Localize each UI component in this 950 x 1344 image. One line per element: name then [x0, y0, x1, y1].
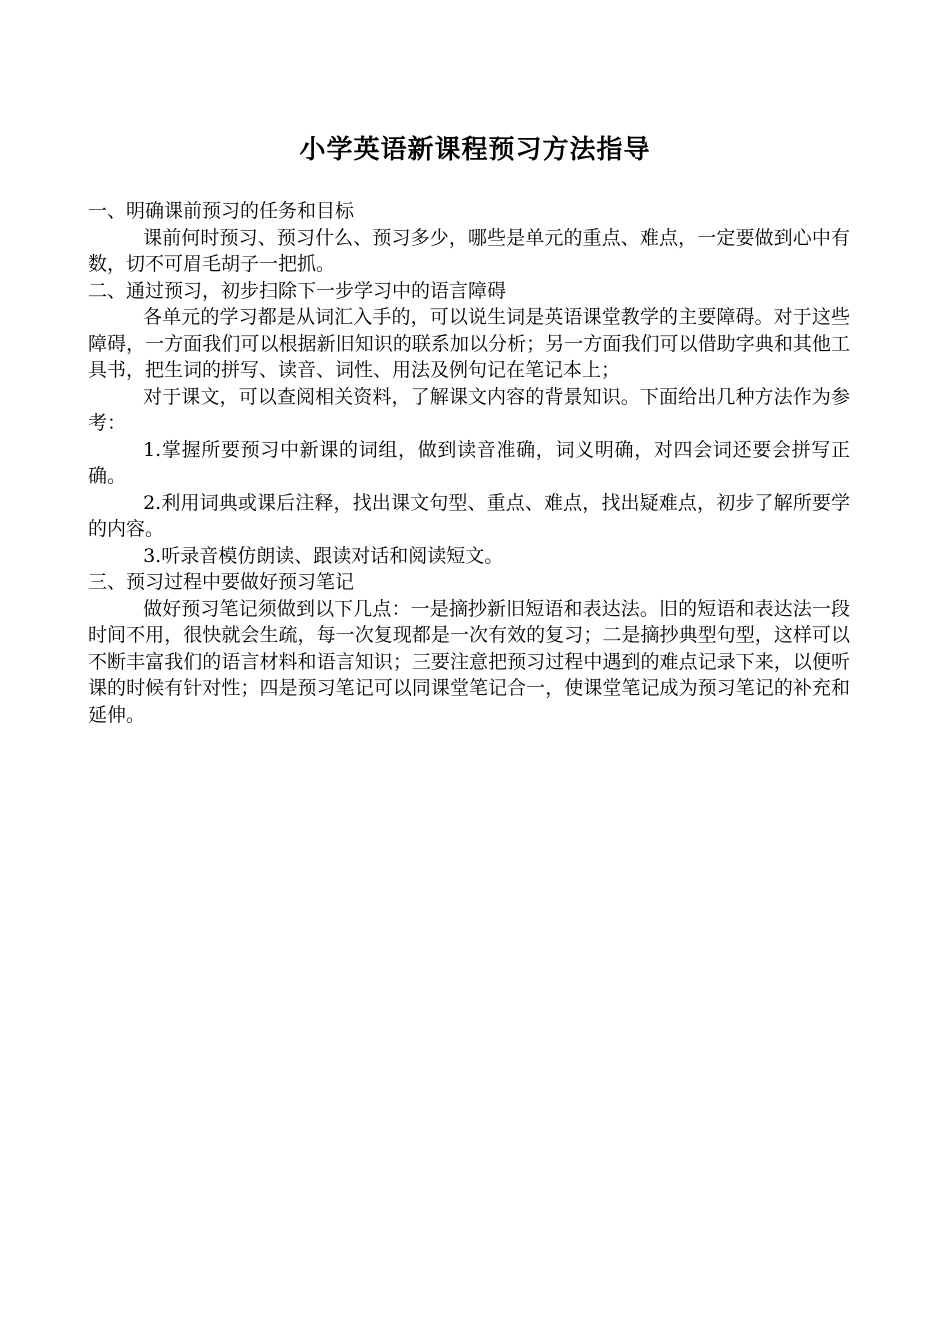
list-item-1: 1.掌握所要预习中新课的词组，做到读音准确，词义明确，对四会词还要会拼写正确。: [88, 438, 850, 487]
paragraph-3: 对于课文，可以查阅相关资料，了解课文内容的背景知识。下面给出几种方法作为参考：: [88, 385, 850, 434]
document-title: 小学英语新课程预习方法指导: [299, 135, 651, 165]
document-body: [88, 198, 850, 728]
section-heading-3: 三、预习过程中要做好预习笔记: [88, 571, 355, 593]
paragraph-1: 课前何时预习、预习什么、预习多少，哪些是单元的重点、难点，一定要做到心中有数，切不可眉毛胡子一把抓。: [88, 226, 850, 275]
paragraph-2: 各单元的学习都是从词汇入手的，可以说生词是英语课堂教学的主要障碍。对于这些障碍，一方面我们可以根据新旧知识的联系加以分析；另一方面我们可以借助字典和其他工具书，把生词的拼写、读音、词性、用法及例句记在笔记本上；: [88, 306, 850, 381]
list-item-3: 3.听录音模仿朗读、跟读对话和阅读短文。: [143, 544, 504, 567]
section-heading-1: 一、明确课前预习的任务和目标: [88, 200, 355, 222]
section-heading-2: 二、通过预习，初步扫除下一步学习中的语言障碍: [88, 279, 507, 302]
list-item-2: 2.利用词典或课后注释，找出课文句型、重点、难点，找出疑难点，初步了解所要学的内容。: [88, 491, 850, 540]
paragraph-4: 做好预习笔记须做到以下几点：一是摘抄新旧短语和表达法。旧的短语和表达法一段时间不用，很快就会生疏，每一次复现都是一次有效的复习；二是摘抄典型句型，这样可以不断丰富我们的语言材料和语言知识；三要注意把预习过程中遇到的难点记录下来，以便听课的时候有针对性；四是预习笔记可以同课堂笔记合一，使课堂笔记成为预习笔记的补充和延伸。: [88, 597, 850, 726]
